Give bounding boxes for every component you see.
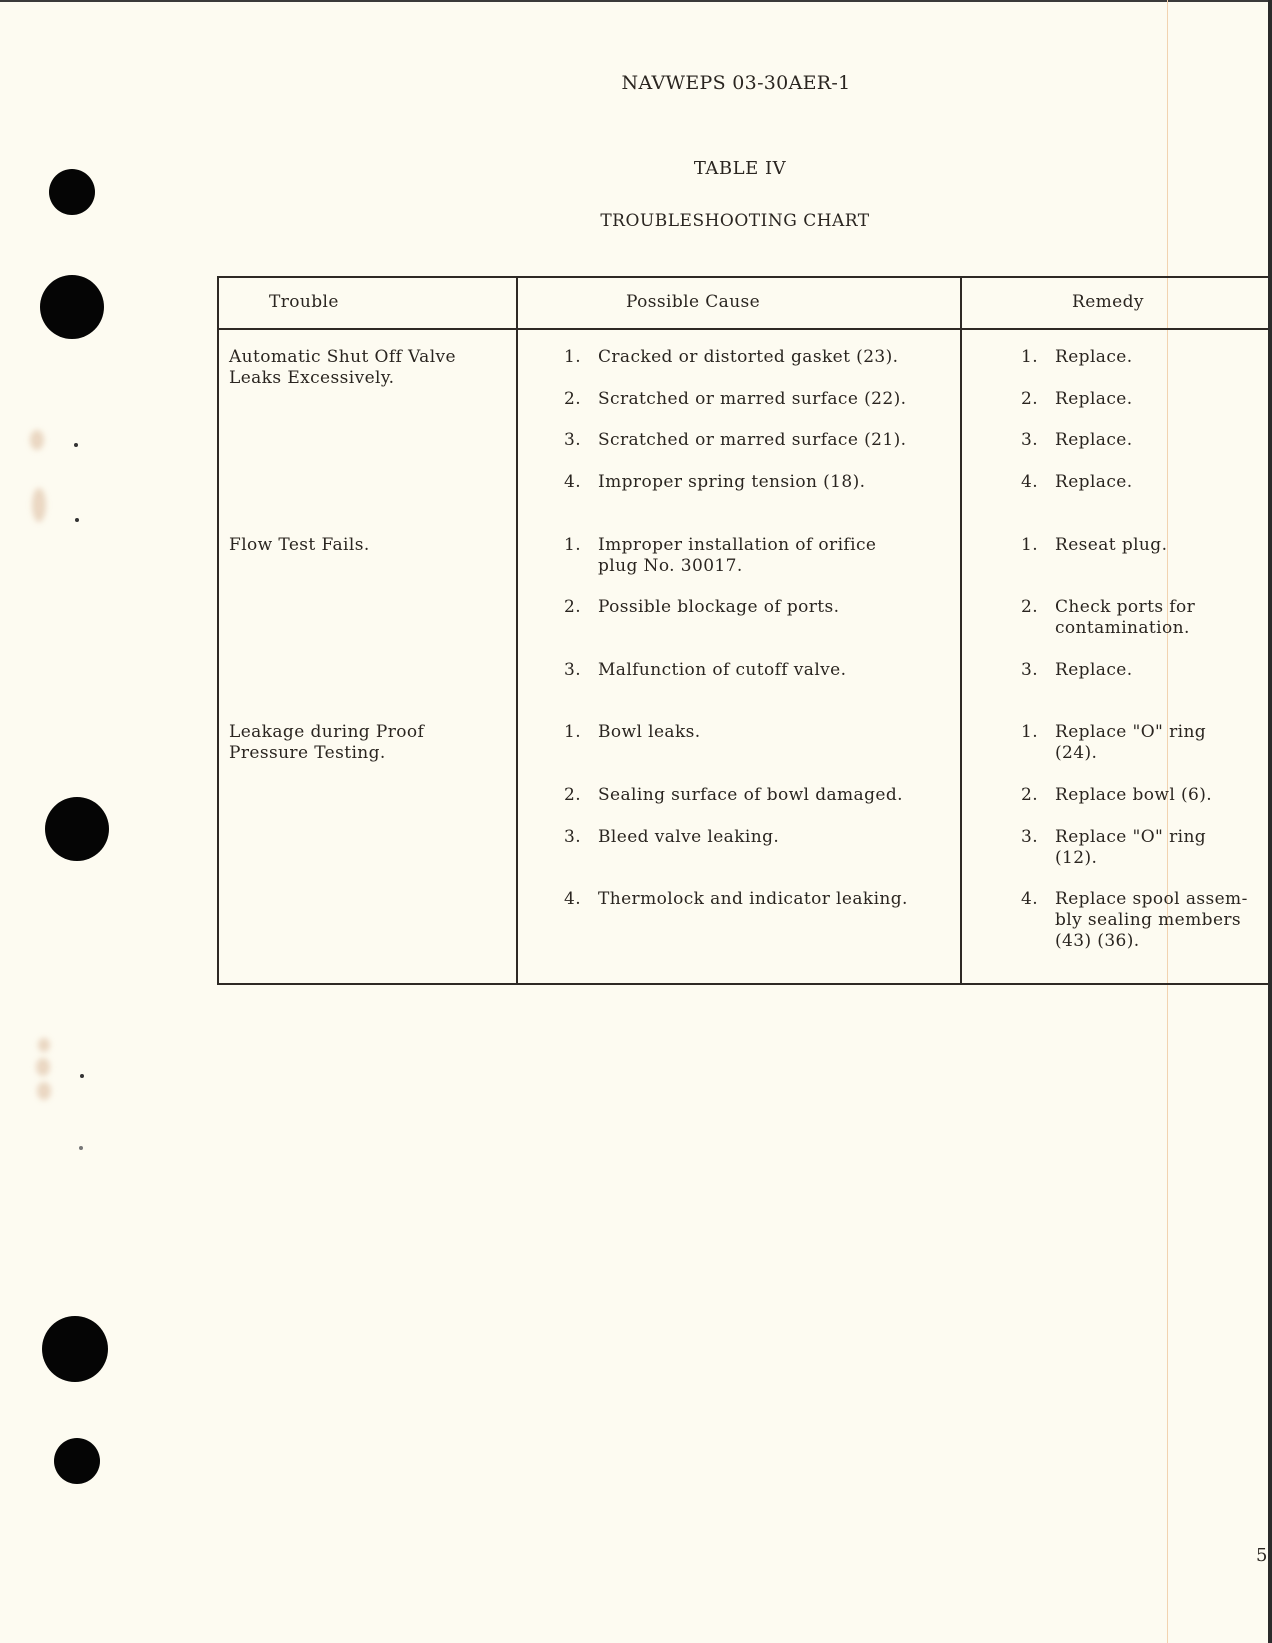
stain: [36, 1058, 50, 1076]
table-label: TABLE IV: [693, 158, 787, 179]
page-top-edge: [0, 0, 1272, 2]
header-divider: [219, 328, 1268, 330]
column-header-possible-cause: Possible Cause: [626, 292, 761, 312]
trouble-cell: Automatic Shut Off Valve Leaks Excessively.: [229, 347, 456, 388]
page-number: 5: [1256, 1545, 1268, 1566]
document-number: [0, 72, 1272, 94]
page-right-edge: [1268, 0, 1272, 1643]
binding-hole-icon: [40, 275, 104, 339]
stain: [37, 1082, 51, 1100]
column-divider: [960, 278, 962, 983]
speck: [79, 1146, 83, 1150]
stain: [38, 1038, 50, 1052]
speck: [75, 518, 79, 522]
stain: [32, 488, 46, 522]
column-header-trouble: Trouble: [269, 292, 339, 312]
troubleshooting-table: Trouble Possible Cause Remedy Automatic Shut Off Valve Leaks Excessively. 1. Cracked or distorted gasket (23). 1. Replace. 2. Scratched or marred surface (22). 2. Replace. 3. Scratched or marred surface (21). 3. Replace. 4. Improper spring tension (18). 4. Replace. Flow Test Fails. 1. Improper installation of orifice plug No. 30017. 1. Reseat plug. 2. Possible blockage of ports. 2. Check ports for contamination. 3. Malfunction of cutoff valve. 3. Replace. Leakage during Proof Pressure Testing. 1. Bowl leaks. 1. Replace "O" ring (24). 2. Sealing surface of bowl damaged. 2. Replace bowl (6). 3. Bleed valve leaking. 3. Replace "O" ring (12). 4. Thermolock and indicator leaking. 4. Replace spool assem- bly sealing members (43) (36).: [217, 276, 1268, 985]
document-number-text: NAVWEPS 03-30AER-1: [621, 72, 851, 94]
speck: [74, 443, 78, 447]
binding-hole-icon: [45, 797, 109, 861]
trouble-cell: Leakage during Proof Pressure Testing.: [229, 722, 425, 763]
stain: [30, 430, 44, 450]
binding-hole-icon: [49, 169, 95, 215]
binding-hole-icon: [42, 1316, 108, 1382]
column-divider: [516, 278, 518, 983]
table-title: TROUBLESHOOTING CHART: [600, 211, 870, 231]
speck: [80, 1074, 84, 1078]
column-header-remedy: Remedy: [1072, 292, 1144, 312]
binding-hole-icon: [54, 1438, 100, 1484]
trouble-cell: Flow Test Fails.: [229, 535, 370, 555]
